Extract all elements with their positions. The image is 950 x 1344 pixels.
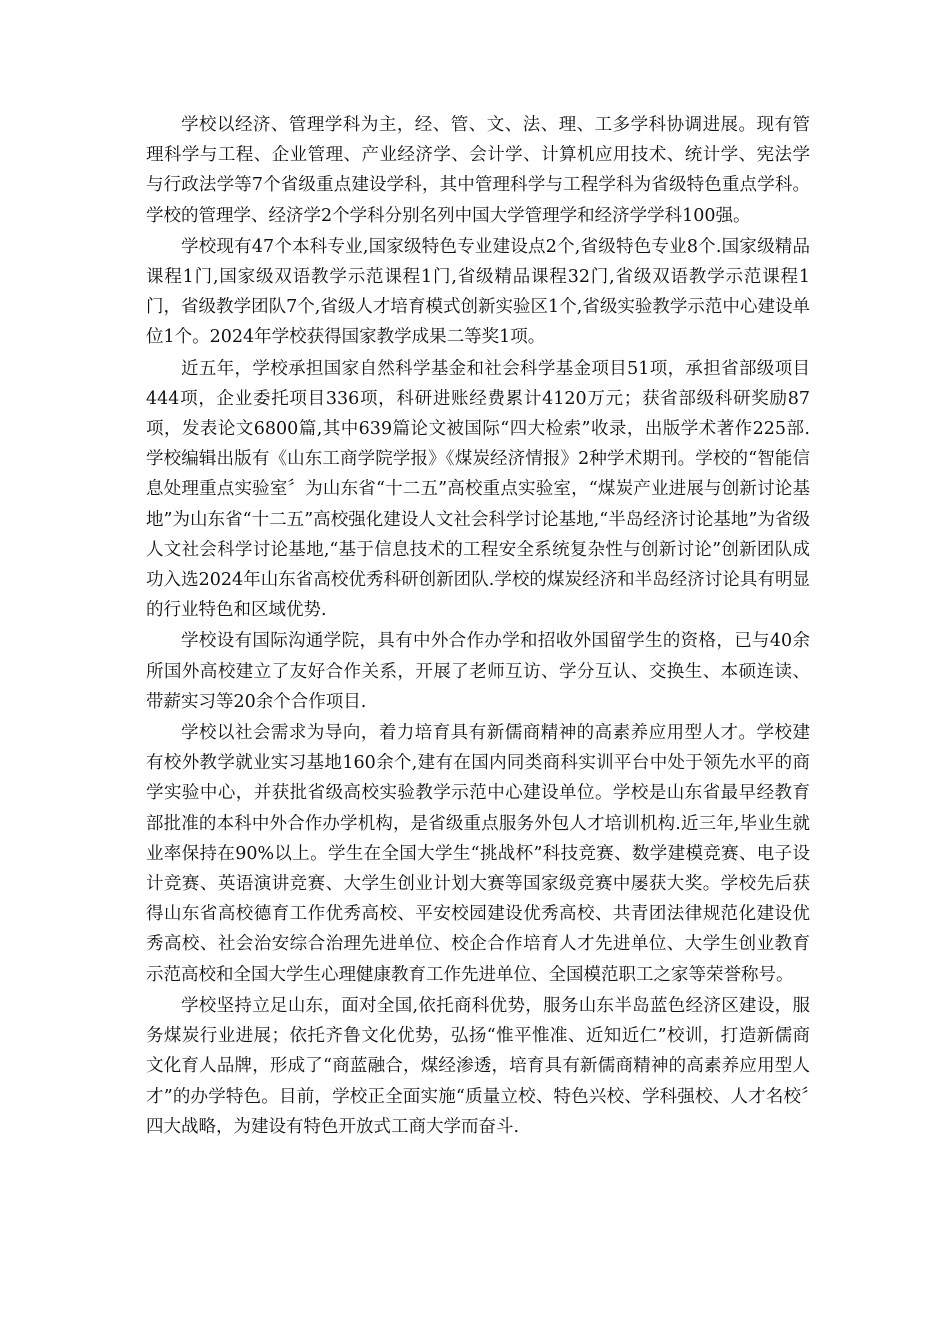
- paragraph-disciplines: 学校以经济、管理学科为主，经、管、文、法、理、工多学科协调进展。现有管理科学与工程、企业管理、产业经济学、会计学、计算机应用技术、统计学、宪法学与行政法学等7个省级重点建设学科，其中管理科学与工程学科为省级特色重点学科。学校的管理学、经济学2个学科分别名列中国大学管理学和经济学学科100强。: [146, 115, 810, 226]
- paragraph-international: 学校设有国际沟通学院，具有中外合作办学和招收外国留学生的资格，已与40余所国外高校建立了友好合作关系，开展了老师互访、学分互认、交换生、本硕连读、带薪实习等20余个合作项目.: [146, 631, 810, 712]
- paragraph-majors: 学校现有47个本科专业,国家级特色专业建设点2个,省级特色专业8个.国家级精品课程1门,国家级双语教学示范课程1门,省级精品课程32门,省级双语教学示范课程1门，省级教学团队7个,省级人才培育模式创新实验区1个,省级实验教学示范中心建设单位1个。2024年学校获得国家教学成果二等奖1项。: [146, 236, 810, 348]
- document-body: [146, 110, 810, 1143]
- paragraph-strategy: 学校坚持立足山东，面对全国,依托商科优势，服务山东半岛蓝色经济区建设，服务煤炭行业进展；依托齐鲁文化优势，弘扬“惟平惟准、近知近仁”校训，打造新儒商文化育人品牌，形成了“商蓝融合，煤经渗透，培育具有新儒商精神的高素养应用型人才”的办学特色。目前，学校正全面实施“质量立校、特色兴校、学科强校、人才名校〞四大战略，为建设有特色开放式工商大学而奋斗.: [146, 995, 810, 1137]
- paragraph-talent: 学校以社会需求为导向，着力培育具有新儒商精神的高素养应用型人才。学校建有校外教学就业实习基地160余个,建有在国内同类商科实训平台中处于领先水平的商学实验中心，并获批省级高校实验教学示范中心建设单位。学校是山东省最早经教育部批准的本科中外合作办学机构，是省级重点服务外包人才培训机构.近三年,毕业生就业率保持在90%以上。学生在全国大学生“挑战杯”科技竞赛、数学建模竞赛、电子设计竞赛、英语演讲竞赛、大学生创业计划大赛等国家级竞赛中屡获大奖。学校先后获得山东省高校德育工作优秀高校、平安校园建设优秀高校、共青团法律规范化建设优秀高校、社会治安综合治理先进单位、校企合作培育人才先进单位、大学生创业教育示范高校和全国大学生心理健康教育工作先进单位、全国模范职工之家等荣誉称号。: [146, 723, 810, 985]
- paragraph-research: 近五年，学校承担国家自然科学基金和社会科学基金项目51项，承担省部级项目444项，企业委托项目336项，科研进账经费累计4120万元；获省部级科研奖励87项，发表论文6800篇,其中639篇论文被国际“四大检索”收录，出版学术著作225部.学校编辑出版有《山东工商学院学报》《煤炭经济情报》2种学术期刊。学校的“智能信息处理重点实验室〞为山东省“十二五”高校重点实验室，“煤炭产业进展与创新讨论基地”为山东省“十二五”高校强化建设人文社会科学讨论基地,“半岛经济讨论基地”为省级人文社会科学讨论基地,“基于信息技术的工程安全系统复杂性与创新讨论”创新团队成功入选2024年山东省高校优秀科研创新团队.学校的煤炭经济和半岛经济讨论具有明显的行业特色和区域优势.: [146, 358, 810, 621]
